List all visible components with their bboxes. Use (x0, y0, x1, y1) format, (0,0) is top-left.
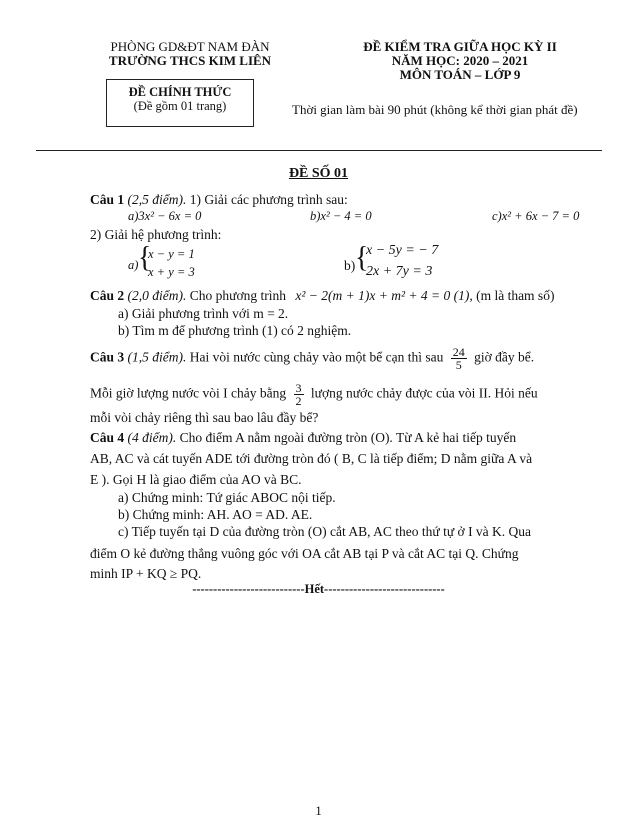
q3-line1 (90, 346, 534, 371)
official-label: ĐỀ CHÍNH THỨC (128, 85, 232, 99)
q4-points: (4 điểm). (127, 430, 177, 445)
q1-label: Câu 1 (90, 192, 125, 207)
end-mark: ---------------------------Hết----------------------------- (192, 582, 445, 596)
q3-text1: Hai vòi nước cùng chảy vào một bể cạn thì sau (189, 349, 444, 365)
q4-line2: AB, AC và cát tuyến ADE tới đường tròn đó ( B, C là tiếp điểm; D nằm giữa A và (90, 451, 533, 466)
q4-c1: c) Tiếp tuyến tại D của đường tròn (O) cắt AB, AC theo thứ tự ở I và K. Qua (118, 524, 532, 539)
q1-part2: 2) Giải hệ phương trình: (90, 227, 222, 242)
q2-param: (m là tham số) (476, 288, 555, 303)
sys-a-eq2: x + y = 3 (148, 265, 195, 279)
exam-number: ĐỀ SỐ 01 (288, 166, 349, 181)
q2-a: a) Giải phương trình với m = 2. (118, 306, 289, 321)
divider (36, 150, 602, 151)
dept-name: PHÒNG GD&ĐT NAM ĐÀN (110, 39, 270, 54)
q4-line3: E ). Gọi H là giao điểm của AO và BC. (90, 472, 302, 487)
sys-b-eq2: 2x + 7y = 3 (366, 264, 433, 279)
sys-a-brace: { (138, 241, 152, 274)
school-year: NĂM HỌC: 2020 – 2021 (391, 53, 529, 68)
q4-b: b) Chứng minh: AH. AO = AD. AE. (118, 507, 313, 522)
sys-b-brace: { (355, 241, 369, 274)
school-name: TRƯỜNG THCS KIM LIÊN (108, 53, 272, 68)
sys-a-label: a) (128, 258, 139, 272)
q1-points: (2,5 điểm). (127, 192, 187, 207)
q3-text2: Mỗi giờ lượng nước vòi I chảy bằng (90, 385, 287, 401)
q4-text1: Cho điểm A nằm ngoài đường tròn (O). Từ A kẻ hai tiếp tuyến (179, 430, 517, 445)
q1-eq-c: c)x² + 6x − 7 = 0 (492, 209, 580, 223)
sys-b-label: b) (344, 258, 356, 273)
official-box (106, 79, 254, 127)
q4-label: Câu 4 (90, 430, 125, 445)
q3-frac1: $\frac{24}{5}$ (452, 345, 465, 372)
sys-a-eq1: x − y = 1 (148, 247, 195, 261)
subject: MÔN TOÁN – LỚP 9 (399, 67, 521, 82)
q4-c3: minh IP + KQ ≥ PQ. (90, 566, 202, 581)
q1-eq-a: a)3x² − 6x = 0 (128, 209, 202, 223)
q2-points: (2,0 điểm). (127, 288, 187, 303)
q3-text2b: lượng nước chảy được của vòi II. Hỏi nếu (310, 385, 538, 401)
q4-a: a) Chứng minh: Tứ giác ABOC nội tiếp. (118, 490, 336, 505)
page-number: 1 (315, 803, 322, 818)
q4-c2: điểm O kẻ đường thẳng vuông góc với OA cắt AB tại P và cắt AC tại Q. Chứng (90, 546, 519, 561)
q2-text: Cho phương trình (189, 288, 286, 303)
pages-note: (Đề gồm 01 trang) (133, 99, 227, 113)
q3-label: Câu 3 (90, 349, 125, 365)
header-left (100, 40, 280, 68)
q4-line1 (90, 430, 516, 446)
q3-points: (1,5 điểm). (127, 349, 187, 365)
time-note: Thời gian làm bài 90 phút (không kể thời gian phát đề) (292, 102, 578, 117)
q2-b: b) Tìm m để phương trình (1) có 2 nghiệm. (118, 323, 352, 338)
sys-b-eq1: x − 5y = − 7 (366, 243, 439, 258)
q3-line2 (90, 382, 538, 407)
exam-title: ĐỀ KIỂM TRA GIỮA HỌC KỲ II (363, 39, 557, 54)
q3-frac2: $\frac{3}{2}$ (295, 381, 302, 408)
q1-line (90, 192, 348, 208)
q3-line3: mỗi vòi chảy riêng thì sau bao lâu đầy bể? (90, 410, 319, 425)
q2-label: Câu 2 (90, 288, 125, 303)
q1-text: 1) Giải các phương trình sau: (189, 192, 348, 207)
q3-text1b: giờ đầy bể. (474, 349, 535, 365)
q1-eq-b: b)x² − 4 = 0 (310, 209, 372, 223)
header-right (340, 40, 580, 82)
q2-equation: x² − 2(m + 1)x + m² + 4 = 0 (1), (295, 288, 473, 303)
q2-line (90, 288, 554, 304)
